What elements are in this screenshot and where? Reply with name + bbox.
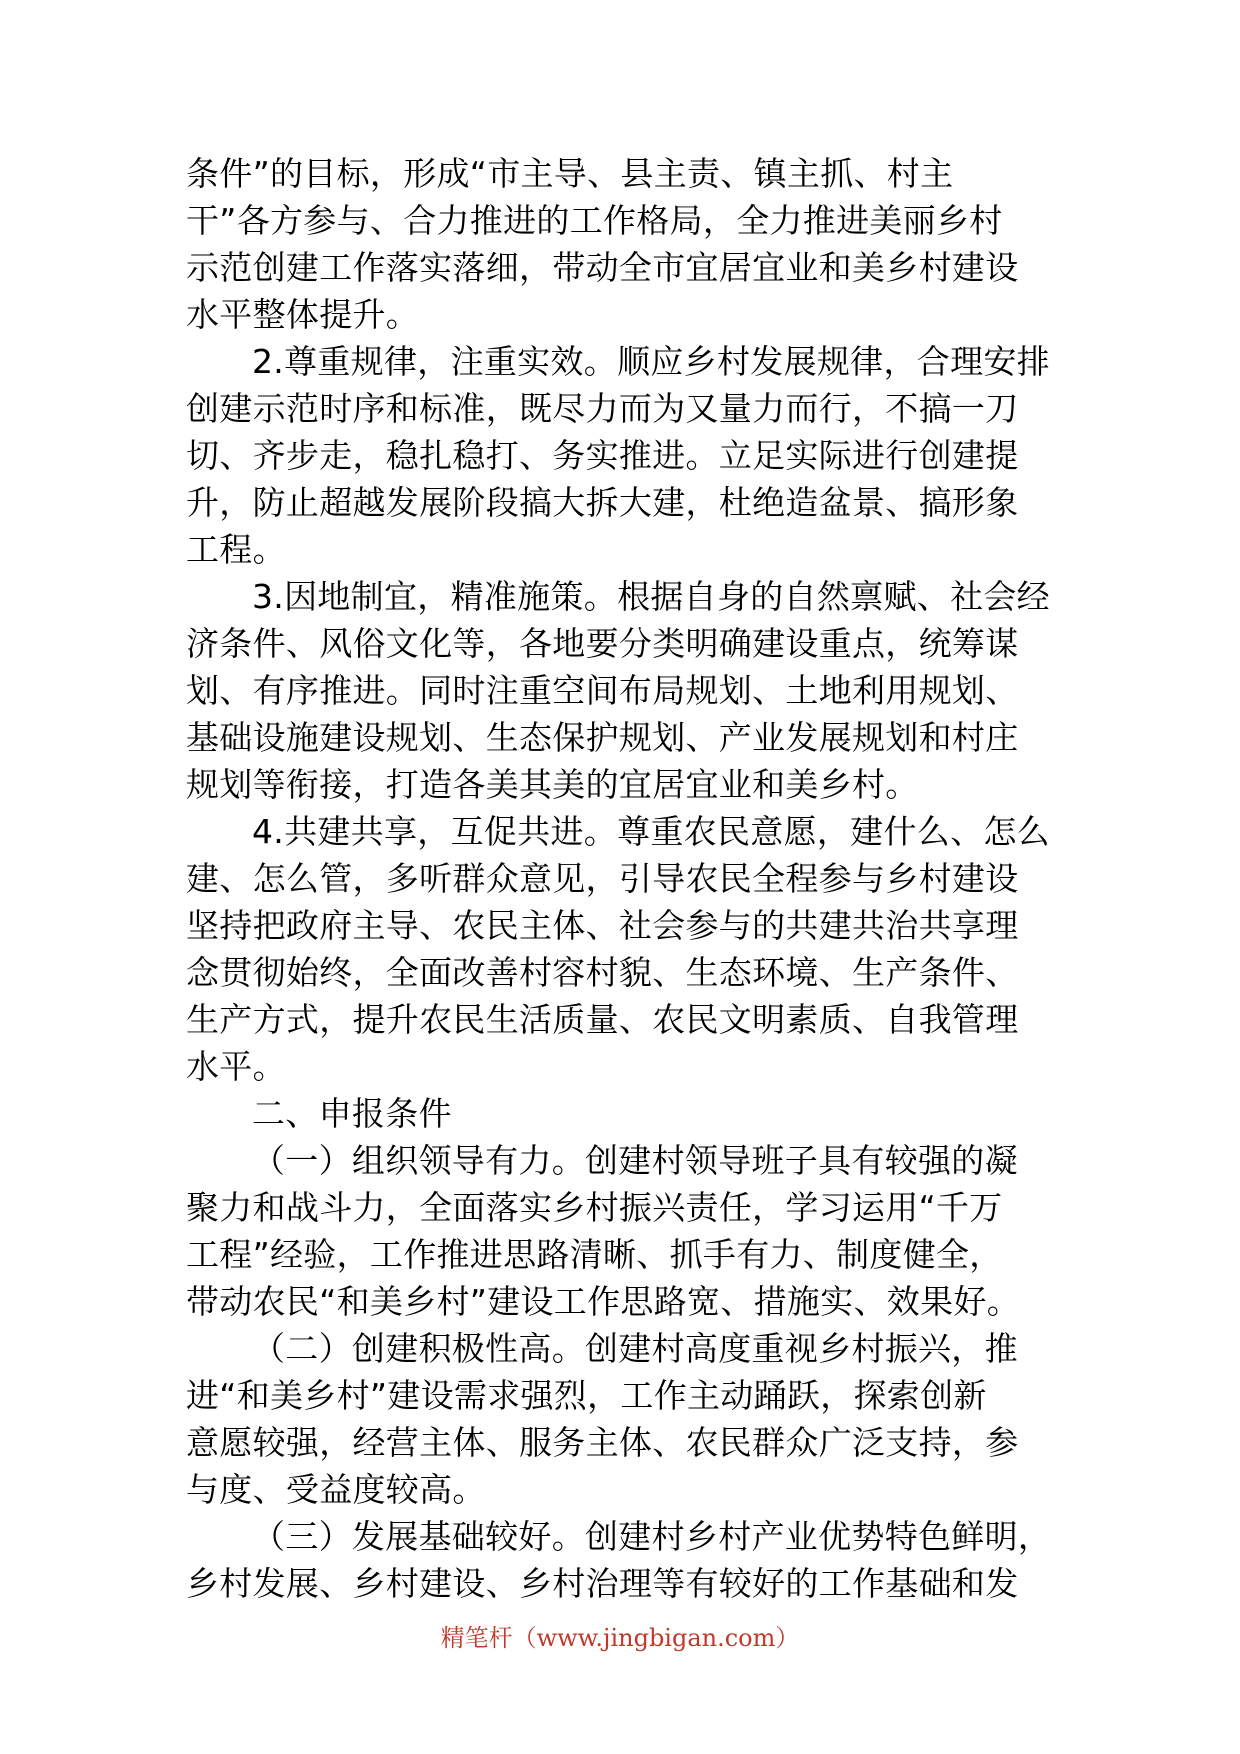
paragraph-start-line: （一）组织领导有力。创建村领导班子具有较强的凝 bbox=[252, 1141, 1018, 1180]
text-line: 与度、受益度较高。 bbox=[186, 1470, 486, 1509]
text-line: 条件”的目标，形成“市主导、县主责、镇主抓、村主 bbox=[186, 154, 954, 193]
document-body bbox=[186, 150, 1056, 1607]
paragraph-start-line: 3.因地制宜，精准施策。根据自身的自然禀赋、社会经 bbox=[252, 577, 1050, 616]
text-line: 坚持把政府主导、农民主体、社会参与的共建共治共享理 bbox=[186, 906, 1019, 945]
paragraph-start-line: 2.尊重规律，注重实效。顺应乡村发展规律，合理安排 bbox=[252, 342, 1050, 381]
text-line: 规划等衔接，打造各美其美的宜居宜业和美乡村。 bbox=[186, 765, 919, 804]
text-line: 水平。 bbox=[186, 1047, 286, 1086]
text-line: 示范创建工作落实落细，带动全市宜居宜业和美乡村建设 bbox=[186, 248, 1019, 287]
paragraph-start-line: （三）发展基础较好。创建村乡村产业优势特色鲜明， bbox=[252, 1517, 1052, 1556]
text-line: 建、怎么管，多听群众意见，引导农民全程参与乡村建设 bbox=[186, 859, 1019, 898]
text-line: 聚力和战斗力，全面落实乡村振兴责任，学习运用“千万 bbox=[186, 1188, 1003, 1227]
text-line: 创建示范时序和标准，既尽力而为又量力而行，不搞一刀 bbox=[186, 389, 1019, 428]
text-line: 意愿较强，经营主体、服务主体、农民群众广泛支持，参 bbox=[186, 1423, 1019, 1462]
text-line: 工程。 bbox=[186, 530, 286, 569]
text-line: 生产方式，提升农民生活质量、农民文明素质、自我管理 bbox=[186, 1000, 1019, 1039]
footer-watermark: 精笔杆（www.jingbigan.com） bbox=[440, 1624, 800, 1652]
section-heading: 二、申报条件 bbox=[252, 1094, 452, 1133]
text-line: 升，防止超越发展阶段搞大拆大建，杜绝造盆景、搞形象 bbox=[186, 483, 1019, 522]
text-line: 乡村发展、乡村建设、乡村治理等有较好的工作基础和发 bbox=[186, 1564, 1019, 1603]
paragraph-start-line: （二）创建积极性高。创建村高度重视乡村振兴，推 bbox=[252, 1329, 1018, 1368]
text-line: 切、齐步走，稳扎稳打、务实推进。立足实际进行创建提 bbox=[186, 436, 1019, 475]
text-line: 工程”经验，工作推进思路清晰、抓手有力、制度健全， bbox=[186, 1235, 1003, 1274]
text-line: 划、有序推进。同时注重空间布局规划、土地利用规划、 bbox=[186, 671, 1019, 710]
text-line: 进“和美乡村”建设需求强烈，工作主动踊跃，探索创新 bbox=[186, 1376, 987, 1415]
text-line: 基础设施建设规划、生态保护规划、产业发展规划和村庄 bbox=[186, 718, 1019, 757]
text-line: 济条件、风俗文化等，各地要分类明确建设重点，统筹谋 bbox=[186, 624, 1019, 663]
paragraph-start-line: 4.共建共享，互促共进。尊重农民意愿，建什么、怎么 bbox=[252, 812, 1050, 851]
text-line: 水平整体提升。 bbox=[186, 295, 420, 334]
text-line: 带动农民“和美乡村”建设工作思路宽、措施实、效果好。 bbox=[186, 1282, 1020, 1321]
text-line: 干”各方参与、合力推进的工作格局，全力推进美丽乡村 bbox=[186, 201, 1003, 240]
text-line: 念贯彻始终，全面改善村容村貌、生态环境、生产条件、 bbox=[186, 953, 1019, 992]
